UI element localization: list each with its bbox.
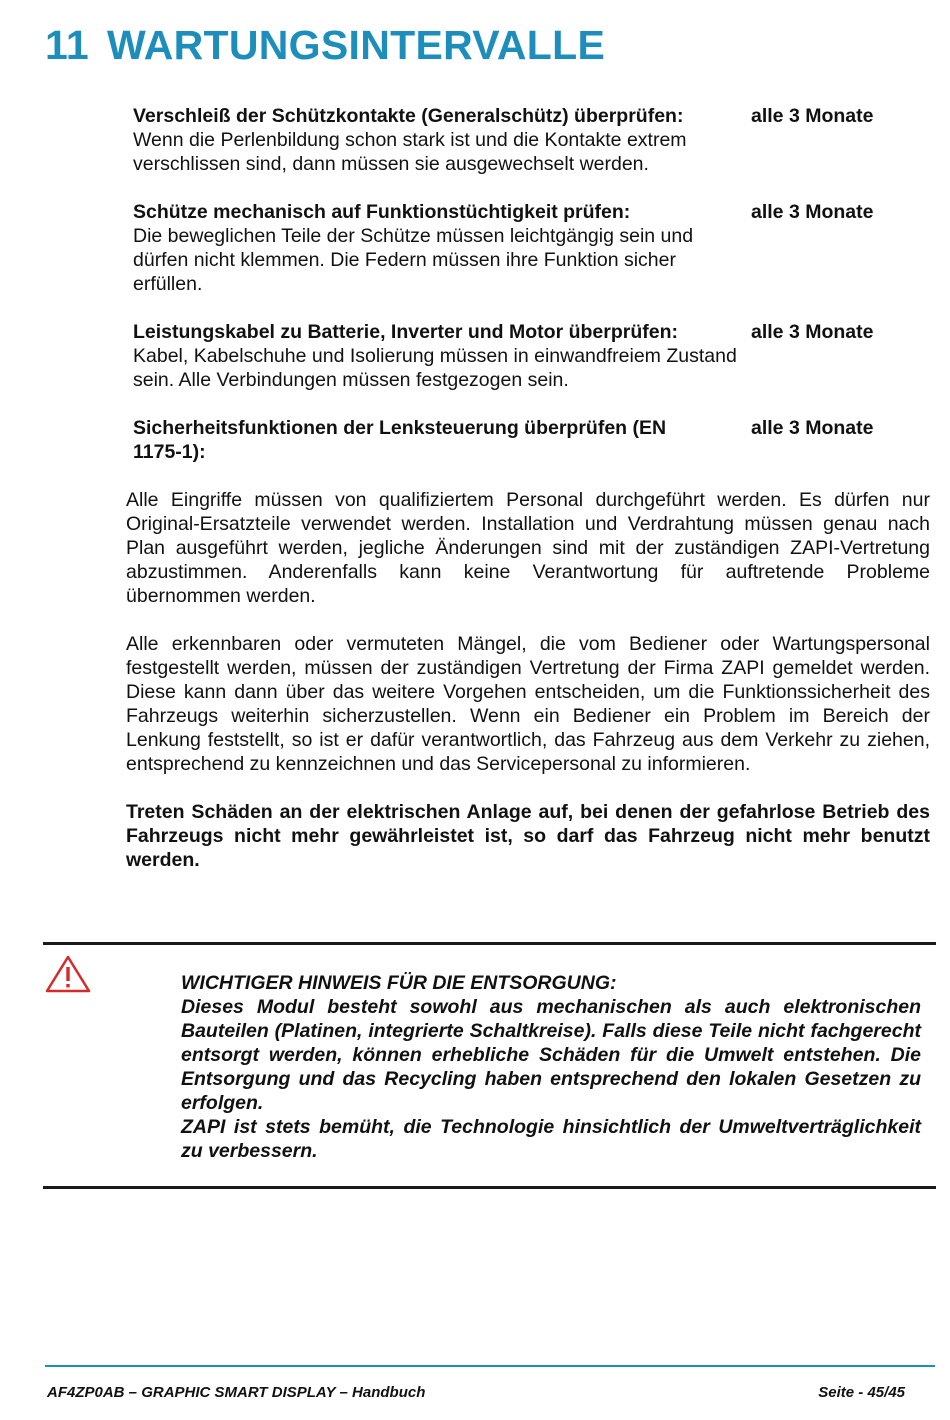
- maintenance-item-heading: Sicherheitsfunktionen der Lenksteuerung überprüfen (EN 1175-1):: [133, 417, 667, 463]
- maintenance-item-description: Die beweglichen Teile der Schütze müssen leichtgängig sein und dürfen nicht klemmen. Die Federn müssen ihre Funktion sicher erfüllen.: [133, 225, 694, 295]
- disposal-notice: [181, 971, 921, 1163]
- maintenance-item-heading: Schütze mechanisch auf Funktionstüchtigkeit prüfen:: [133, 201, 631, 223]
- paragraph-electrical-damage-warning: Treten Schäden an der elektrischen Anlage auf, bei denen der gefahrlose Betrieb des Fahrzeugs nicht mehr gewährleistet ist, so darf das Fahrzeug nicht mehr benutzt werden.: [126, 801, 930, 871]
- notice-text: ZAPI ist stets bemüht, die Technologie hinsichtlich der Umweltverträglichkeit zu verbessern.: [181, 1116, 921, 1162]
- maintenance-item-interval: alle 3 Monate: [751, 321, 874, 343]
- maintenance-item-heading: Leistungskabel zu Batterie, Inverter und Motor überprüfen:: [133, 321, 678, 343]
- paragraph-defect-reporting: Alle erkennbaren oder vermuteten Mängel, die vom Bediener oder Wartungspersonal festgestellt werden, müssen der zuständigen Vertretung der Firma ZAPI gemeldet werden. Diese kann dann über das weitere Vorgehen entscheiden, um die Funktionssicherheit des Fahrzeugs weiterhin sicherzustellen. Wenn ein Bediener ein Problem im Bereich der Lenkung feststellt, so ist er dafür verantwortlich, das Fahrzeug aus dem Verkehr zu ziehen, entsprechend zu kennzeichnen und das Servicepersonal zu informieren.: [126, 633, 930, 775]
- maintenance-item: [133, 200, 893, 296]
- maintenance-list: [133, 104, 893, 488]
- maintenance-item-description: Kabel, Kabelschuhe und Isolierung müssen in einwandfreiem Zustand sein. Alle Verbindungen müssen festgezogen sein.: [133, 345, 737, 391]
- maintenance-item-interval: alle 3 Monate: [751, 417, 874, 439]
- notice-text: Dieses Modul besteht sowohl aus mechanischen als auch elektronischen Bauteilen (Platinen, integrierte Schaltkreise). Falls diese Teile nicht fachgerecht entsorgt werden, können erhebliche Schäden für die Umwelt entstehen. Die Entsorgung und das Recycling haben entsprechend den lokalen Gesetzen zu erfolgen.: [181, 996, 921, 1114]
- maintenance-item-description: Wenn die Perlenbildung schon stark ist und die Kontakte extrem verschlissen sind, dann müssen sie ausgewechselt werden.: [133, 129, 687, 175]
- notice-top-divider: [43, 942, 936, 945]
- page-title: [45, 22, 605, 69]
- maintenance-item-interval: alle 3 Monate: [751, 105, 874, 127]
- footer-divider: [45, 1365, 935, 1367]
- maintenance-item: [133, 416, 893, 464]
- section-number: 11: [45, 22, 89, 68]
- notice-bottom-divider: [43, 1186, 936, 1189]
- warning-triangle-icon: [45, 955, 91, 993]
- section-title: WARTUNGSINTERVALLE: [106, 22, 606, 68]
- footer-page-number: Seite - 45/45: [818, 1384, 905, 1401]
- maintenance-item: [133, 320, 893, 392]
- maintenance-item: [133, 104, 893, 176]
- maintenance-item-heading: Verschleiß der Schützkontakte (Generalschütz) überprüfen:: [133, 105, 684, 127]
- footer-document-title: AF4ZP0AB – GRAPHIC SMART DISPLAY – Handbuch: [47, 1384, 426, 1401]
- maintenance-item-interval: alle 3 Monate: [751, 201, 874, 223]
- paragraph-qualified-personnel: Alle Eingriffe müssen von qualifiziertem Personal durchgeführt werden. Es dürfen nur Original-Ersatzteile verwendet werden. Installation und Verdrahtung müssen genau nach Plan ausgeführt werden, jegliche Änderungen sind mit der zuständigen ZAPI-Vertretung abzustimmen. Anderenfalls kann keine Verantwortung für auftretende Probleme übernommen werden.: [126, 489, 930, 607]
- notice-heading: WICHTIGER HINWEIS FÜR DIE ENTSORGUNG:: [181, 972, 617, 994]
- body-text: [126, 488, 930, 896]
